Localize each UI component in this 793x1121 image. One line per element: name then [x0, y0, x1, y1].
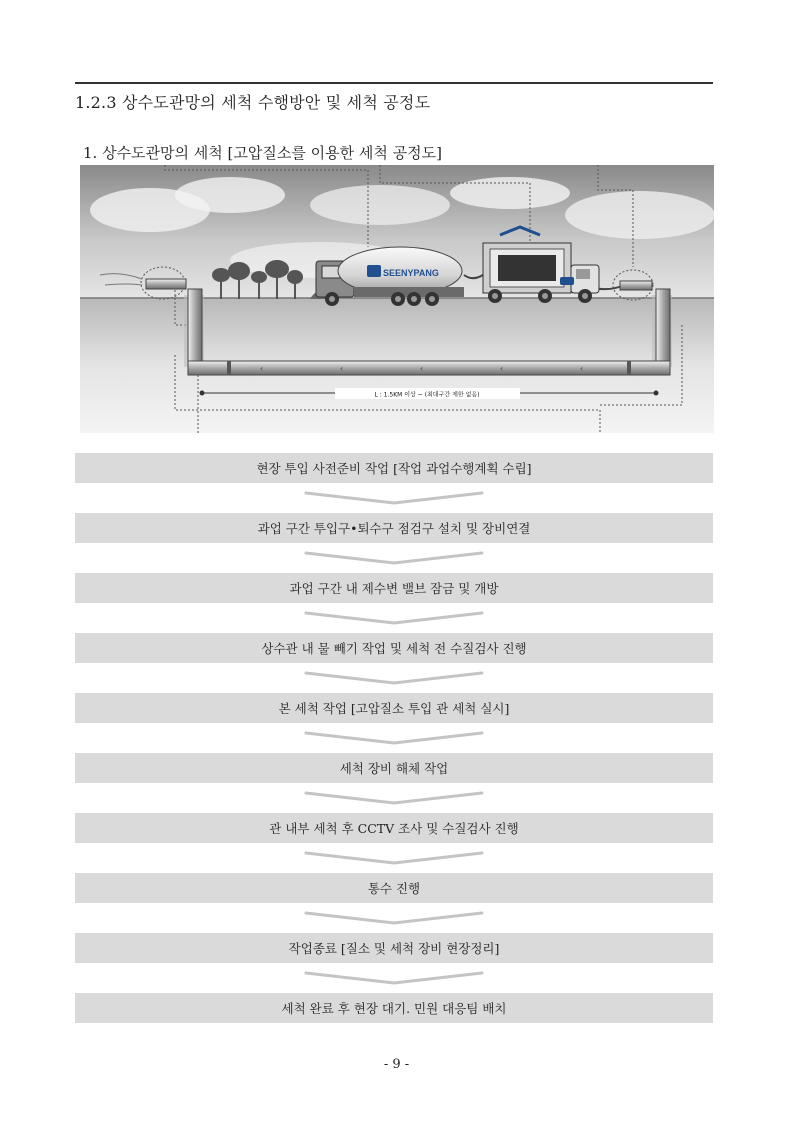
step-arrow-icon — [75, 663, 713, 693]
process-step-3: 과업 구간 내 제수변 밸브 잠금 및 개방 — [75, 573, 713, 603]
page-number: - 9 - — [383, 1057, 410, 1072]
process-step-2: 과업 구간 투입구•퇴수구 점검구 설치 및 장비연결 — [75, 513, 713, 543]
process-diagram — [80, 165, 714, 433]
svg-text:‹: ‹ — [340, 364, 344, 373]
step-arrow-icon — [75, 963, 713, 993]
tanker-logo: SEENYPANG — [383, 268, 439, 278]
process-step-list — [75, 453, 713, 1023]
process-step-5: 본 세척 작업 [고압질소 투입 관 세척 실시] — [75, 693, 713, 723]
step-arrow-icon — [75, 903, 713, 933]
process-step-10: 세척 완료 후 현장 대기. 민원 대응팀 배치 — [75, 993, 713, 1023]
svg-text:‹: ‹ — [580, 364, 584, 373]
process-step-1: 현장 투입 사전준비 작업 [작업 과업수행계획 수립] — [75, 453, 713, 483]
step-arrow-icon — [75, 483, 713, 513]
subsection-title: 1. 상수도관망의 세척 [고압질소를 이용한 세척 공정도] — [83, 144, 442, 162]
process-step-9: 작업종료 [질소 및 세척 장비 현장정리] — [75, 933, 713, 963]
step-arrow-icon — [75, 543, 713, 573]
step-arrow-icon — [75, 603, 713, 633]
svg-text:‹: ‹ — [500, 364, 504, 373]
svg-text:‹: ‹ — [260, 364, 264, 373]
svg-text:‹: ‹ — [420, 364, 424, 373]
section-title: 1.2.3 상수도관망의 세척 수행방안 및 세척 공정도 — [75, 93, 431, 112]
step-arrow-icon — [75, 843, 713, 873]
process-step-8: 통수 진행 — [75, 873, 713, 903]
step-arrow-icon — [75, 723, 713, 753]
process-step-4: 상수관 내 물 빼기 작업 및 세척 전 수질검사 진행 — [75, 633, 713, 663]
distance-label: L : 1.5KM 이상 ~ (최대구간 제한 없음) — [374, 391, 480, 399]
step-arrow-icon — [75, 783, 713, 813]
process-step-7: 관 내부 세척 후 CCTV 조사 및 수질검사 진행 — [75, 813, 713, 843]
top-rule — [75, 82, 713, 84]
process-step-6: 세척 장비 해체 작업 — [75, 753, 713, 783]
